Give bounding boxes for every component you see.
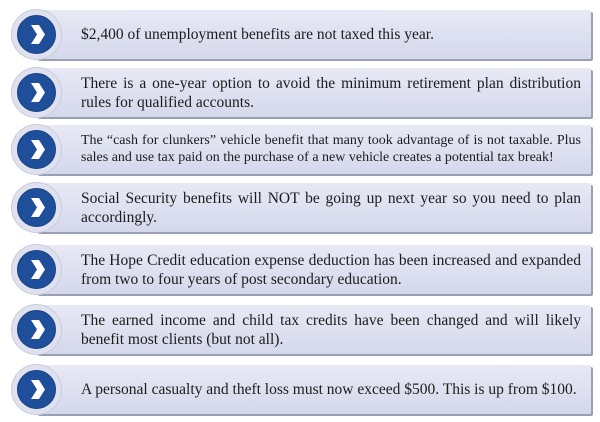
item-text: A personal casualty and theft loss must now exceed $500. This is up from $100. — [81, 381, 577, 398]
item-text: The Hope Credit education expense deduction has been increased and expanded from two to four years of post secondary education. — [81, 251, 581, 288]
right-arrow-icon — [10, 66, 63, 119]
right-arrow-icon — [10, 8, 63, 61]
list-item — [10, 305, 594, 354]
right-arrow-icon — [10, 123, 63, 176]
list-item — [10, 68, 594, 117]
list-item — [10, 125, 594, 174]
right-arrow-icon — [10, 363, 63, 416]
list-item — [10, 245, 594, 294]
item-text: Social Security benefits will NOT be going up next year so you need to plan accordingly. — [81, 189, 581, 226]
list-item — [10, 183, 594, 232]
item-text: The “cash for clunkers” vehicle benefit that many took advantage of is not taxable. Plus sales and use tax paid on the purchase of a new vehicle creates a potential tax break! — [81, 133, 581, 165]
right-arrow-icon — [10, 303, 63, 356]
right-arrow-icon — [10, 243, 63, 296]
list-item — [10, 365, 594, 414]
item-text: There is a one-year option to avoid the minimum retirement plan distribution rules for qualified accounts. — [81, 74, 581, 111]
list-item — [10, 10, 594, 59]
right-arrow-icon — [10, 181, 63, 234]
item-text: $2,400 of unemployment benefits are not taxed this year. — [81, 26, 434, 43]
item-text: The earned income and child tax credits have been changed and will likely benefit most clients (but not all). — [81, 311, 581, 348]
